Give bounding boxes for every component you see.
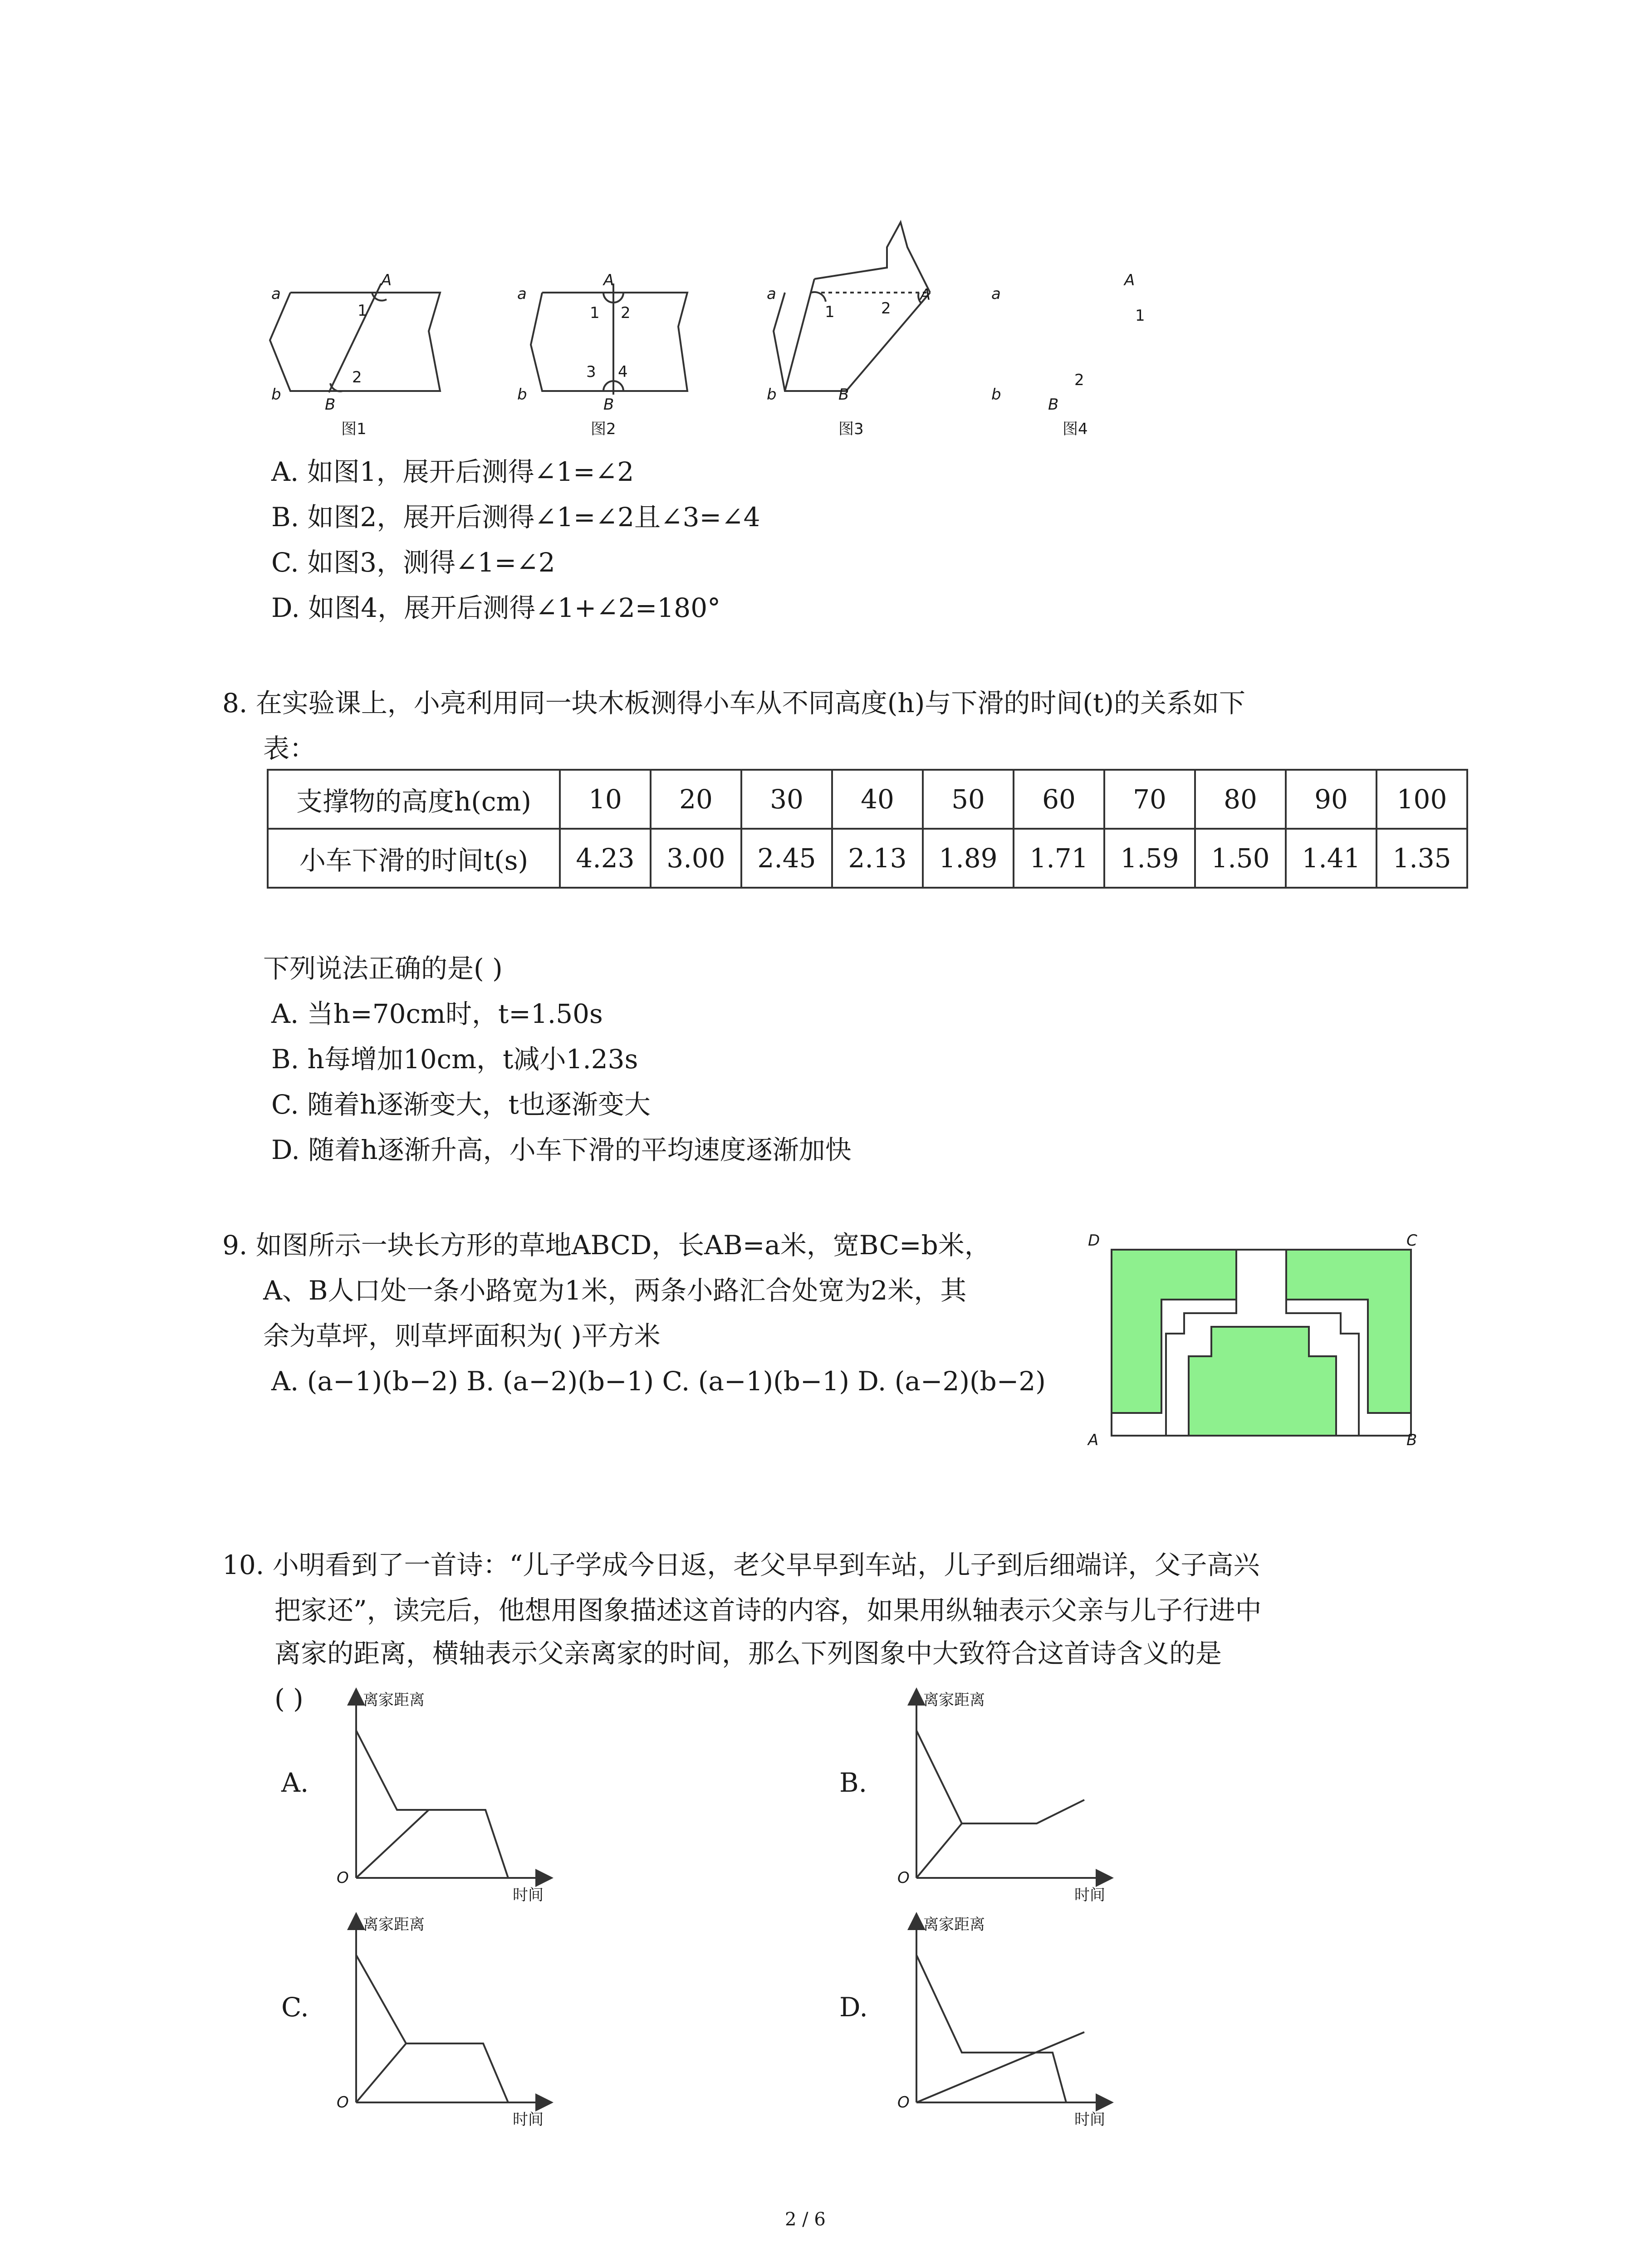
table-cell: 2.45 <box>741 829 832 888</box>
table-cell: 30 <box>741 770 832 829</box>
figure-2 <box>531 284 687 395</box>
fig1-angle-1: 1 <box>358 302 367 320</box>
graph-c-x-label: 时间 <box>513 2111 544 2129</box>
graph-c-option-label: C. <box>281 1992 309 2023</box>
fig2-label-b-line: b <box>517 386 527 404</box>
graph-d-y-label: 离家距离 <box>923 1916 985 1934</box>
table-cell: 3.00 <box>651 829 741 888</box>
table-row <box>268 770 1467 829</box>
q8-option-b: B. h每增加10cm，t减小1.23s <box>271 1044 638 1075</box>
caption-figure-2: 图2 <box>591 420 616 438</box>
fig3-label-b-line: b <box>767 386 777 404</box>
graph-d-option-label: D. <box>839 1992 868 2023</box>
graph-c <box>345 1912 563 2139</box>
fold-figures <box>254 204 980 449</box>
graph-d-origin: O <box>897 2093 910 2112</box>
table-cell: 100 <box>1376 770 1467 829</box>
fig3-label-point-a: A <box>920 286 931 304</box>
graph-b-x-label: 时间 <box>1074 1886 1105 1904</box>
fig4-angle-1: 1 <box>1135 307 1145 325</box>
fig1-label-b-line: b <box>271 386 281 404</box>
q9-stem-line-3: 余为草坪，则草坪面积为( )平方米 <box>263 1320 661 1351</box>
fig2-label-point-b: B <box>603 396 614 414</box>
table-cell: 1.50 <box>1195 829 1286 888</box>
table-cell: 10 <box>560 770 651 829</box>
q8-stem-line-1: 8. 在实验课上，小亮利用同一块木板测得小车从不同高度(h)与下滑的时间(t)的关系如下 <box>222 688 1245 719</box>
lawn-corner-b: B <box>1406 1431 1417 1449</box>
q9-stem-line-1: 9. 如图所示一块长方形的草地ABCD，长AB=a米，宽BC=b米， <box>222 1230 991 1261</box>
q9-stem-line-2: A、B人口处一条小路宽为1米，两条小路汇合处宽为2米，其 <box>263 1275 967 1306</box>
graph-a-option-label: A. <box>281 1767 309 1798</box>
fig1-angle-2: 2 <box>352 368 362 386</box>
fig2-angle-2: 2 <box>621 304 631 322</box>
table-cell: 60 <box>1014 770 1104 829</box>
table-cell: 90 <box>1286 770 1376 829</box>
graph-a-y-label: 离家距离 <box>363 1691 425 1709</box>
q8-data-table <box>267 769 1468 889</box>
graph-c-y-label: 离家距离 <box>363 1916 425 1934</box>
table-cell: 2.13 <box>832 829 923 888</box>
fig4-label-point-a: A <box>1124 271 1135 289</box>
graph-b-origin: O <box>897 1869 910 1887</box>
figure-3 <box>774 222 930 391</box>
table-cell: 1.41 <box>1286 829 1376 888</box>
fig2-label-a-line: a <box>517 285 527 303</box>
q8-option-d: D. 随着h逐渐升高，小车下滑的平均速度逐渐加快 <box>271 1134 852 1165</box>
fig3-label-point-b: B <box>838 386 849 404</box>
fig3-angle-2: 2 <box>881 299 891 318</box>
table-cell: 1.71 <box>1014 829 1104 888</box>
q10-stem-line-3: 离家的距离，横轴表示父亲离家的时间，那么下列图象中大致符合这首诗含义的是 <box>274 1638 1222 1669</box>
table-cell: 80 <box>1195 770 1286 829</box>
table-cell: 1.89 <box>923 829 1014 888</box>
table-cell: 4.23 <box>560 829 651 888</box>
page-number: 2 / 6 <box>785 2209 826 2230</box>
fig2-angle-1: 1 <box>590 304 600 322</box>
graph-a <box>345 1687 563 1914</box>
graph-a-origin: O <box>337 1869 349 1887</box>
q7-option-a: A. 如图1，展开后测得∠1=∠2 <box>271 456 634 487</box>
q8-prompt: 下列说法正确的是( ) <box>263 953 503 984</box>
table-cell: 70 <box>1104 770 1195 829</box>
q10-stem-line-4: ( ) <box>274 1683 304 1714</box>
table-cell: 1.35 <box>1376 829 1467 888</box>
table-cell: 50 <box>923 770 1014 829</box>
caption-figure-1: 图1 <box>341 420 367 438</box>
table-cell: 20 <box>651 770 741 829</box>
caption-figure-3: 图3 <box>838 420 864 438</box>
table-cell: 1.59 <box>1104 829 1195 888</box>
table-header-height: 支撑物的高度h(cm) <box>268 770 560 829</box>
q7-option-b: B. 如图2，展开后测得∠1=∠2且∠3=∠4 <box>271 502 760 533</box>
fig3-label-a-line: a <box>767 285 776 303</box>
fig4-label-a-line: a <box>991 285 1001 303</box>
table-cell: 40 <box>832 770 923 829</box>
graph-b <box>905 1687 1123 1914</box>
graph-c-origin: O <box>337 2093 349 2112</box>
fig4-label-b-line: b <box>991 386 1001 404</box>
fig1-label-point-b: B <box>325 396 336 414</box>
fig1-label-a-line: a <box>271 285 281 303</box>
q9-options: A. (a−1)(b−2) B. (a−2)(b−1) C. (a−1)(b−1) D. (a−2)(b−2) <box>271 1366 1046 1397</box>
lawn-diagram <box>1098 1236 1425 1445</box>
table-header-time: 小车下滑的时间t(s) <box>268 829 560 888</box>
fig2-label-point-a: A <box>603 271 614 289</box>
fig3-angle-1: 1 <box>825 303 835 321</box>
fig2-angle-4: 4 <box>618 363 628 381</box>
q8-option-c: C. 随着h逐渐变大，t也逐渐变大 <box>271 1089 651 1120</box>
fig4-angle-2: 2 <box>1074 371 1084 389</box>
lawn-corner-a: A <box>1088 1431 1099 1449</box>
q8-option-a: A. 当h=70cm时，t=1.50s <box>271 998 603 1029</box>
lawn-corner-c: C <box>1406 1232 1417 1250</box>
lawn-corner-d: D <box>1088 1232 1100 1250</box>
graph-b-y-label: 离家距离 <box>923 1691 985 1709</box>
fig1-label-point-a: A <box>381 271 392 289</box>
q8-stem-line-2: 表： <box>263 733 316 764</box>
q10-stem-line-1: 10. 小明看到了一首诗：“儿子学成今日返，老父早早到车站，儿子到后细端详，父子高兴 <box>222 1549 1260 1580</box>
q7-option-d: D. 如图4，展开后测得∠1+∠2=180° <box>271 592 721 623</box>
graph-d <box>905 1912 1123 2139</box>
q10-stem-line-2: 把家还”，读完后，他想用图象描述这首诗的内容，如果用纵轴表示父亲与儿子行进中 <box>274 1595 1262 1626</box>
graph-b-option-label: B. <box>839 1767 867 1798</box>
q7-option-c: C. 如图3，测得∠1=∠2 <box>271 547 555 578</box>
caption-figure-4: 图4 <box>1063 420 1088 438</box>
table-row <box>268 829 1467 888</box>
fig2-angle-3: 3 <box>586 363 596 381</box>
graph-a-x-label: 时间 <box>513 1886 544 1904</box>
graph-d-x-label: 时间 <box>1074 2111 1105 2129</box>
fig4-label-point-b: B <box>1048 396 1059 414</box>
